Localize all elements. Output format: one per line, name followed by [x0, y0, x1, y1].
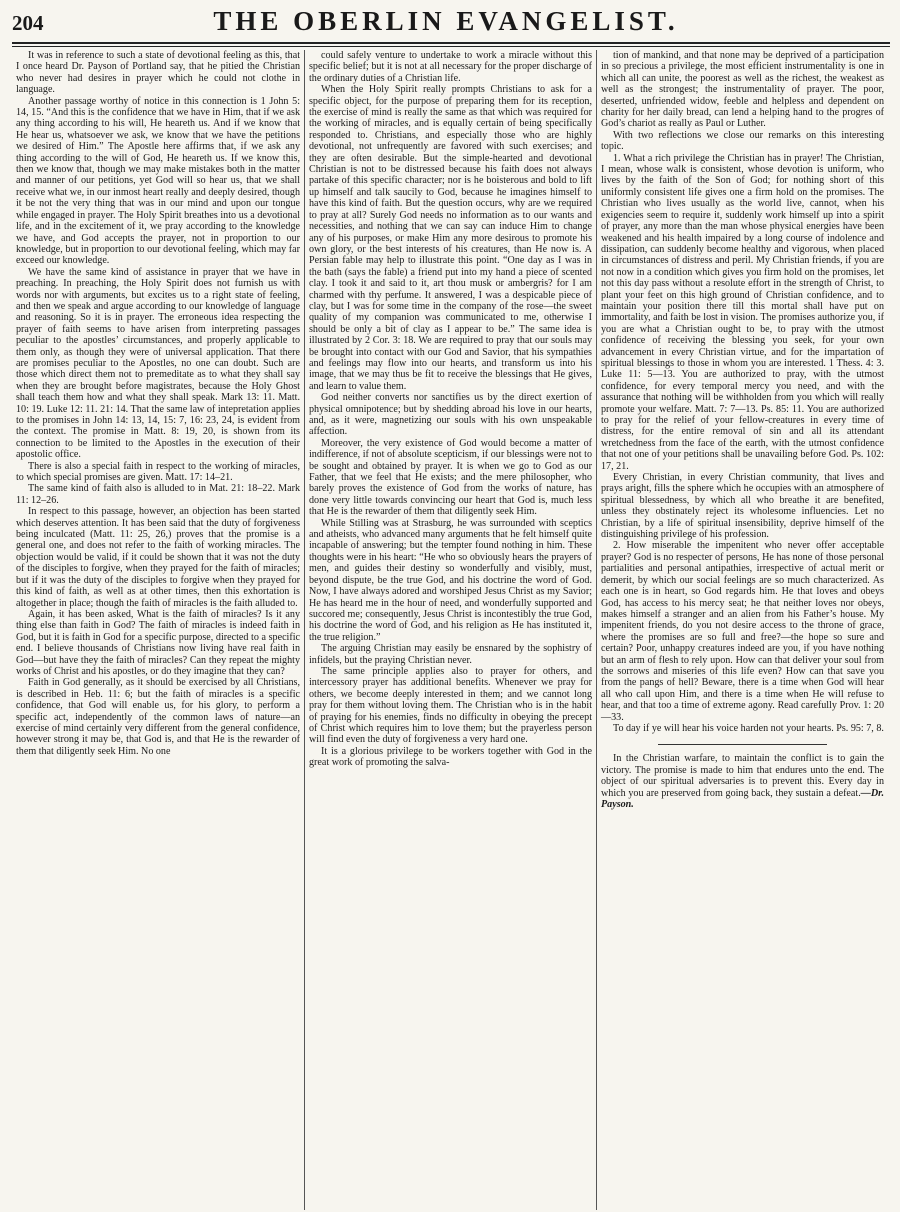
masthead-title: THE OBERLIN EVANGELIST. — [213, 6, 679, 36]
column-3 — [596, 50, 888, 1210]
paragraph: In respect to this passage, however, an objection has been started which deserves attention. It has been said that the duty of forgiveness being inculcated (Matt. 11: 25, 26,) proves that the promise is a general one, and does not refer to the faith of working miracles. The objection would be valid, if it could be shown that it was not the duty of the disciples to forgive, when they prayed for the faith of miracles; but if it was the duty of the disciples to forgive when they prayed for this kind of faith, as well as at other times, then this exhortation is altogether in place; though the faith of miracles is the faith alluded to. — [16, 506, 300, 609]
paragraph: To day if ye will hear his voice harden not your hearts. Ps. 95: 7, 8. — [613, 722, 884, 734]
paragraph: 1. What a rich privilege the Christian has in prayer! The Christian, I mean, whose walk is consistent, whose devotion is uniform, who lives by the faith of the Son of God; for nothing short of this uniformly consistent life gives one a firm hold on the promises. The Christian who lives usually as the world live, cannot, when his exigencies seem to require it, suddenly work himself up into a spirit of prayer, any more than the man whose physical energies have been weakened and his health impaired by a long course of indolence and dissipation, can suddenly become healthy and vigorous, when placed in circumstances of distress and peril. My Christian friends, if you are not now in a condition which gives you firm hold on the promises, let not this day pass without a resolute effort in the strength of Christ, to plant your feet on this high ground of Christian confidence, and to maintain your position there till this mortal shall have put on immortality, and faith be lost in vision. The promises authorize you, if you are what a Christian ought to be, to pray with the utmost confidence of receiving the blessing you seek, for your own advancement in every Christian virtue, and for the impartation of spiritual blessings to those in whom you are interested. 1 Thess. 4: 3. Luke 11: 5—13. You are authorized to pray, with the utmost confidence, for every temporal mercy you need, and with the assurance that nothing will be withholden from you which will really promote your welfare. Matt. 7: 7—13. Ps. 85: 11. You are authorized to pray for the relief of your fellow-creatures in every time of distress, for the entire removal of sin and all its attendant wretchedness from the face of the earth, with the utmost confidence that not one of your petitions shall be unavailing before God. Ps. 102: 17, 21. — [601, 152, 884, 472]
paragraph: Every Christian, in every Christian community, that lives and prays aright, fills the sphere which he occupies with an atmosphere of spiritual blessedness, by which all who breathe it are benefited, unless they obstinately reject its wholesome influencies. Let no Christian, by a life of spiritual insensibility, deprive himself of the distinguishing privilege of his profession. — [601, 472, 884, 541]
quote-byline: —Dr. Payson. — [601, 787, 884, 810]
paragraph: It is a glorious privilege to be workers together with God in the great work of promoting the salva- — [309, 745, 592, 769]
closing-quote-text: In the Christian warfare, to maintain the conflict is to gain the victory. The promise is made to him that endures unto the end. The object of our spiritual adversaries is to prevent this. Every day in which you are preserved from going back, they sustain a defeat. — [601, 753, 884, 799]
column-2 — [304, 50, 596, 1210]
page-number: 204 — [12, 11, 44, 35]
paragraph: The same principle applies also to prayer for others, and intercessory prayer has additional benefits. Whenever we pray for others, we become deeply interested in them; and we cannot long pray for them without loving them. The Christian who is in the habit of praying for his enemies, finds no difficulty in obeying the precept of Christ which requires him to love them; but the prayerless person will find even the duty of forgiveness a very hard one. — [309, 665, 592, 746]
paragraph: With two reflections we close our remarks on this interesting topic. — [601, 129, 884, 153]
paragraph: Moreover, the very existence of God would become a matter of indifference, if not of absolute scepticism, if our blessings were not to be sought and obtained by prayer. It is when we go to God as our Father, that we feel that He exists; and the mere philosopher, who barely proves the existence of God from the works of nature, has done very little towards convincing our heart that God is, much less that He is the rewarder of them that diligently seek Him. — [309, 437, 592, 518]
page-header — [12, 6, 890, 44]
section-divider — [658, 744, 828, 745]
paragraph: Another passage worthy of notice in this connection is 1 John 5: 14, 15. “And this is the confidence that we have in Him, that if we ask any thing according to his will, He heareth us. And if we know that He hear us, whatsoever we ask, we know that we have the petitions we desired of Him.” The Apostle here affirms that, if we ask any thing according to the will of God, He heareth us. If we know this, then we know that, though we may make mistakes both in the matter and manner of our petitions, yet God will so hear us, that we shall receive what we, in our inmost heart really and deeply desired, though it be not the very thing that was in our mind and upon our tongue while engaged in prayer. The Holy Spirit breathes into us a devotional life, and in the excitement of it, we pray according to the knowledge we have, and God accepts the prayer, not in proportion to our knowledge, but in proportion to our devotional feeling, which may far exceed our knowledge. — [16, 95, 300, 267]
paragraph: There is also a special faith in respect to the working of miracles, to which special promises are given. Matt. 17: 14–21. — [16, 460, 300, 484]
paragraph: could safely venture to undertake to work a miracle without this specific belief; but it is not at all necessary for the proper discharge of the ordinary duties of a Christian life. — [309, 50, 592, 84]
paragraph: The arguing Christian may easily be ensnared by the sophistry of infidels, but the praying Christian never. — [309, 643, 592, 666]
paragraph: tion of mankind, and that none may be deprived of a participation in so precious a privilege, the most efficient instrumentality is one in which all can unite, the poorest as well as the richest, the weakest as well as the strongest; the instrumentality of prayer. The poor, deserted, unfriended widow, feeble and helpless and dependent on charity for her daily bread, can lend a helping hand to the progres of God’s chariot as really as Paul or Luther. — [601, 50, 884, 130]
header-rule — [12, 46, 890, 47]
paragraph: 2. How miserable the impenitent who never offer acceptable prayer? God is no respecter of persons, He has none of those personal partialities and personal antipathies, irrespective of actual merit or demerit, by which our social feelings are so much characterized. As each one is in heart, so God regards him. He that loves and obeys God, has access to his mercy seat; he that neither loves nor obeys, makes himself a stranger and an alien from his Father’s house. My impenitent friends, do you not desire access to the throne of grace, where the promises are so full and free?—the hope so sure and certain? Poor, unhappy creatures indeed are you, if you have nothing but an arm of flesh to rely upon. How can that deliver your soul from the sorrows and miseries of this life even? How can that save you from the pangs of hell? Beware, there is a time when God will hear all who call upon Him, and there is a time when He will refuse to hear, and that too a time of extreme agony. Read carefully Prov. 1: 20—33. — [601, 540, 884, 723]
paragraph: While Stilling was at Strasburg, he was surrounded with sceptics and atheists, who advanced many arguments that he felt himself quite incapable of answering; but the tempter found nothing in him. These thoughts were in his heart: “He who so obviously hears the prayers of men, and guides their destiny so wonderfully and visibly, must, beyond dispute, be the true God, and his doctrine the word of God. Now, I have always adored and worshiped Jesus Christ as my Savior; He has heard me in the hour of need, and wonderfully supported and succored me; consequently, Jesus Christ is incontestibly the true God, his doctrine the word of God, and his religion as He has instituted it, the true religion.” — [309, 517, 592, 643]
paragraph: We have the same kind of assistance in prayer that we have in preaching. In preaching, the Holy Spirit does not furnish us with words nor with arguments, but excites us to a right state of feeling, and then we speak and argue according to our knowledge of language and reasoning. So it is in prayer. The erroneous idea respecting the prayer of faith seems to have arisen from interpreting passages peculiar to the apostles’ circumstances, and properly applicable to them only, as though they were of universal application. That there are promises peculiar to the Apostles, no one can doubt. Such are those which direct them not to premeditate as to what they shall say when they are brought before magistrates, because the Holy Ghost shall teach them how and what they shall speak. Mark 13: 11. Matt. 10: 19. Luke 12: 11. 21: 14. That the same law of intepretation applies to the promises in John 14: 13, 14, 15: 7, 16: 23, 24, is evident from the context. The promise in Matt. 8: 19, 20, is shown from its connection to be limited to the Apostles in the execution of their apostolic office. — [16, 266, 300, 461]
paragraph: Faith in God generally, as it should be exercised by all Christians, is described in Heb. 11: 6; but the faith of miracles is a specific confidence, that God will enable us, for his glory, to perform a specific act, independently of the common laws of nature—an exercise of mind certainly very different from the general confidence, however strong it may be, that God is, and that He is the rewarder of them that diligently seek Him. No one — [16, 677, 300, 757]
paragraph: It was in reference to such a state of devotional feeling as this, that I once heard Dr. Payson of Portland say, that he pitied the Christian who never had desires in prayer which he could not clothe in language. — [16, 50, 300, 96]
paragraph: Again, it has been asked, What is the faith of miracles? Is it any thing else than faith in God? The faith of miracles is indeed faith in God, but it is faith in God for a specific purpose, directed to a specific end. I believe thousands of Christians now living have real faith in God—but have they the faith of miracles? Can they repeat the mighty works of Christ and his apostles, or do they imagine that they can? — [16, 608, 300, 677]
column-1 — [12, 50, 304, 1210]
paragraph: When the Holy Spirit really prompts Christians to ask for a specific object, for the purpose of preparing them for its reception, the exercise of mind is really the same as that which was required for the working of miracles, and is equally certain of being specifically responded to. Christians, and especially those who are highly devotional, not unfrequently are favored with such exercises; and they are often desirable. But the simple-hearted and devotional Christian is not to be distressed because his faith does not always partake of this specific character; nor is he boisterous and bold to lift up himself and talk saucily to God, because he imagines himself to have this kind of faith. But the question occurs, why are we required to pray at all? Surely God needs no information as to our wants and necessities, and nothing that we can say can induce Him to change any of his purposes, or make Him any more desirous to promote his own glory, or the best interests of his creatures, than He now is. A Persian fable may help to illustrate this point. “One day as I was in the bath (says the fable) a friend put into my hand a piece of scented clay. I took it and said to it, art thou musk or ambergris? for I am charmed with thy perfume. It answered, I was a despicable piece of clay, but I was for some time in the company of the rose—the sweet quality of my companion was communicated to me, otherwise I should be only a bit of clay as I appear to be.” The same idea is illustrated by 2 Cor. 3: 18. We are required to pray that our souls may be brought into contact with our God and Savior, that his sympathies and feelings may flow into our hearts, and transform us into his image, that we may thus be fit to receive the blessings that He gives, and learn to value them. — [309, 84, 592, 392]
paragraph: The same kind of faith also is alluded to in Mat. 21: 18–22. Mark 11: 12–26. — [16, 483, 300, 506]
paragraph: God neither converts nor sanctifies us by the direct exertion of physical omnipotence; but by shedding abroad his love in our hearts, and, as it were, magnetizing our souls with his own unspeakable affection. — [309, 392, 592, 438]
closing-quote — [601, 753, 884, 810]
text-columns — [12, 50, 890, 1210]
